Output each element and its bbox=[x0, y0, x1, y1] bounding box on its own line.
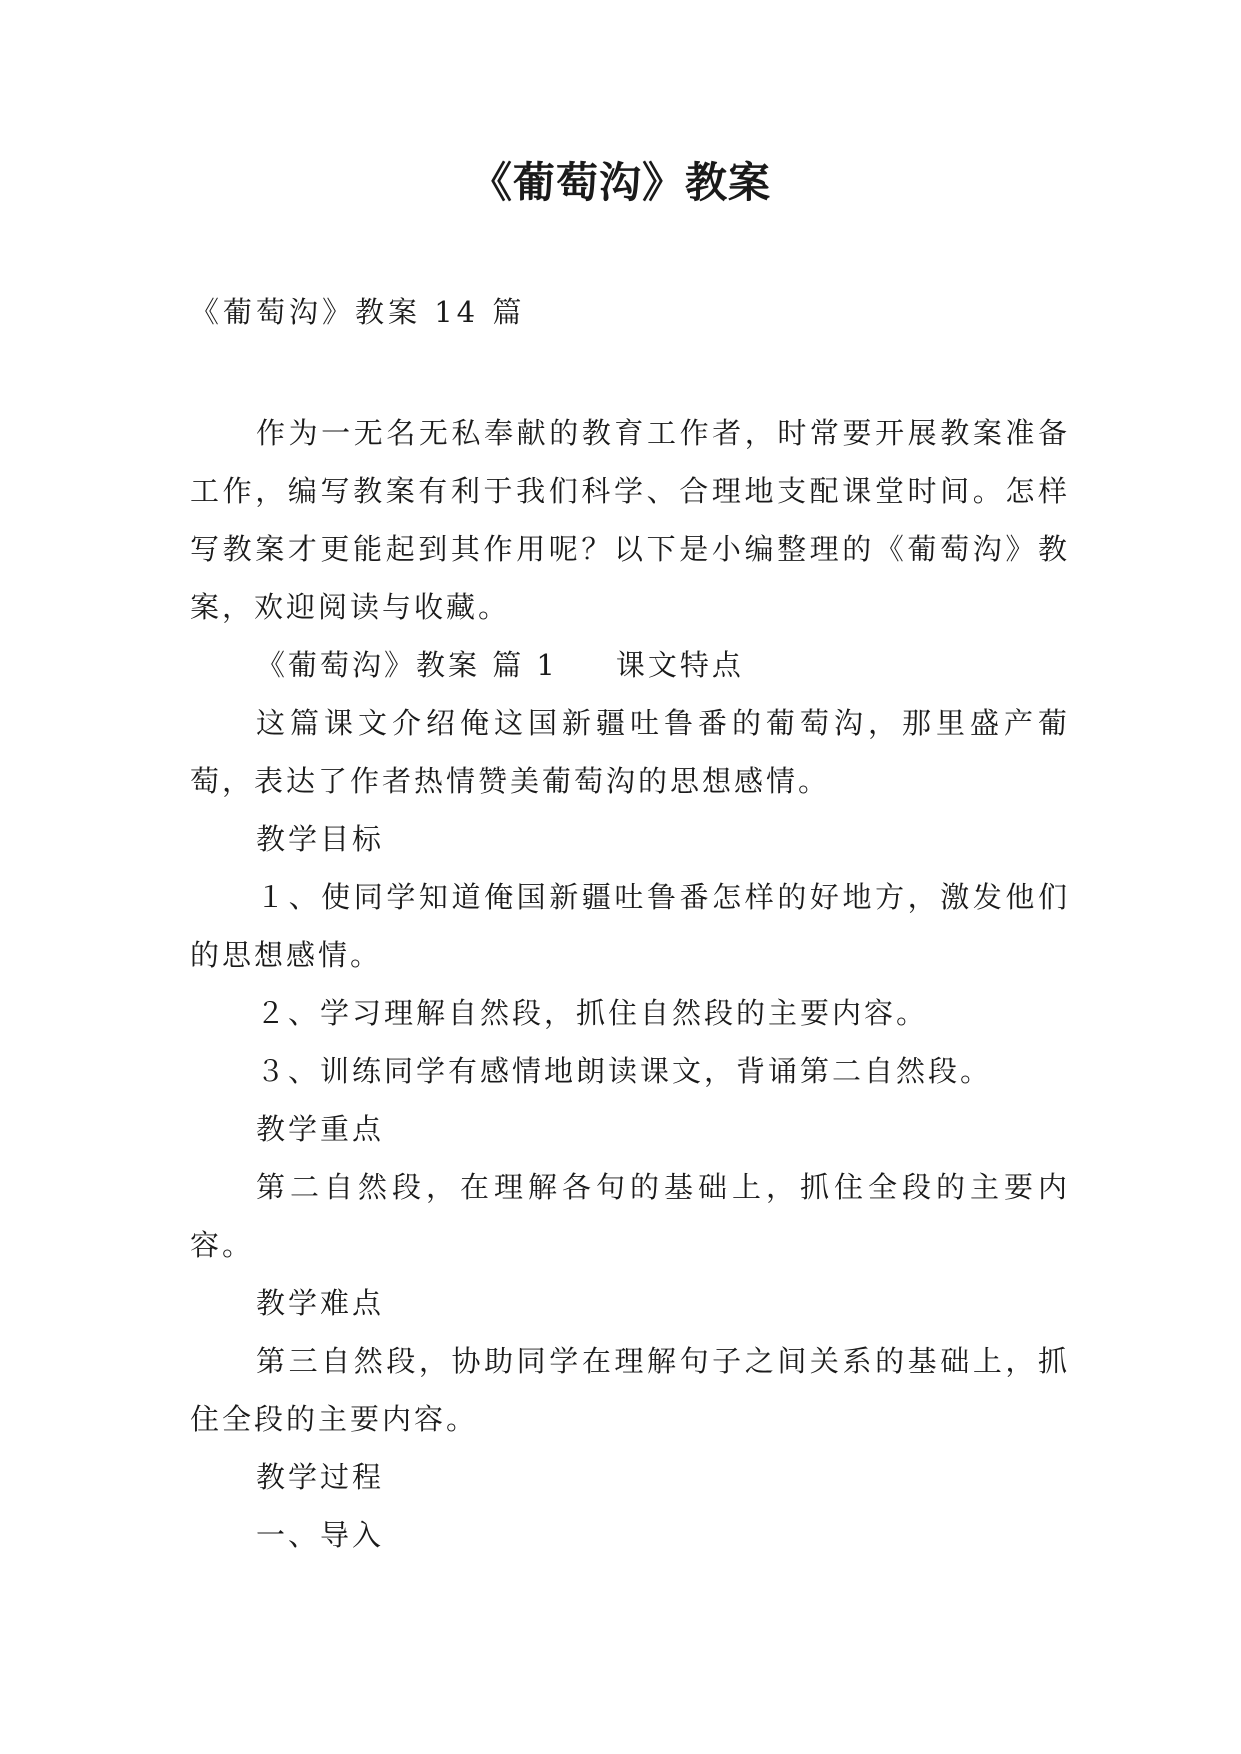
section-header-title: 《葡萄沟》教案 篇 1 bbox=[256, 648, 558, 682]
difficulties-paragraph: 第三自然段，协助同学在理解句子之间关系的基础上，抓住全段的主要内容。 bbox=[190, 1344, 1070, 1436]
key-points-paragraph: 第二自然段，在理解各句的基础上，抓住全段的主要内容。 bbox=[190, 1170, 1070, 1262]
section-header-topic: 课文特点 bbox=[615, 648, 744, 682]
document-subtitle: 《葡萄沟》教案 14 篇 bbox=[190, 295, 526, 329]
difficulties-heading: 教学难点 bbox=[256, 1286, 385, 1320]
objective-item-2: ２、学习理解自然段，抓住自然段的主要内容。 bbox=[256, 996, 929, 1030]
key-points-heading: 教学重点 bbox=[256, 1112, 385, 1146]
objectives-heading: 教学目标 bbox=[256, 822, 385, 856]
process-step-1: 一、导入 bbox=[256, 1518, 385, 1552]
objective-item-1: １、使同学知道俺国新疆吐鲁番怎样的好地方，激发他们的思想感情。 bbox=[190, 880, 1070, 972]
document-body bbox=[190, 404, 1070, 1564]
objective-item-3: ３、训练同学有感情地朗读课文，背诵第二自然段。 bbox=[256, 1054, 993, 1088]
features-paragraph: 这篇课文介绍俺这国新疆吐鲁番的葡萄沟，那里盛产葡萄，表达了作者热情赞美葡萄沟的思想感情。 bbox=[190, 706, 1070, 798]
section-header bbox=[190, 636, 1070, 694]
process-heading: 教学过程 bbox=[256, 1460, 385, 1494]
document-title: 《葡萄沟》教案 bbox=[469, 158, 771, 207]
intro-paragraph: 作为一无名无私奉献的教育工作者，时常要开展教案准备工作，编写教案有利于我们科学、合理地支配课堂时间。怎样写教案才更能起到其作用呢？以下是小编整理的《葡萄沟》教案，欢迎阅读与收藏。 bbox=[190, 416, 1070, 624]
